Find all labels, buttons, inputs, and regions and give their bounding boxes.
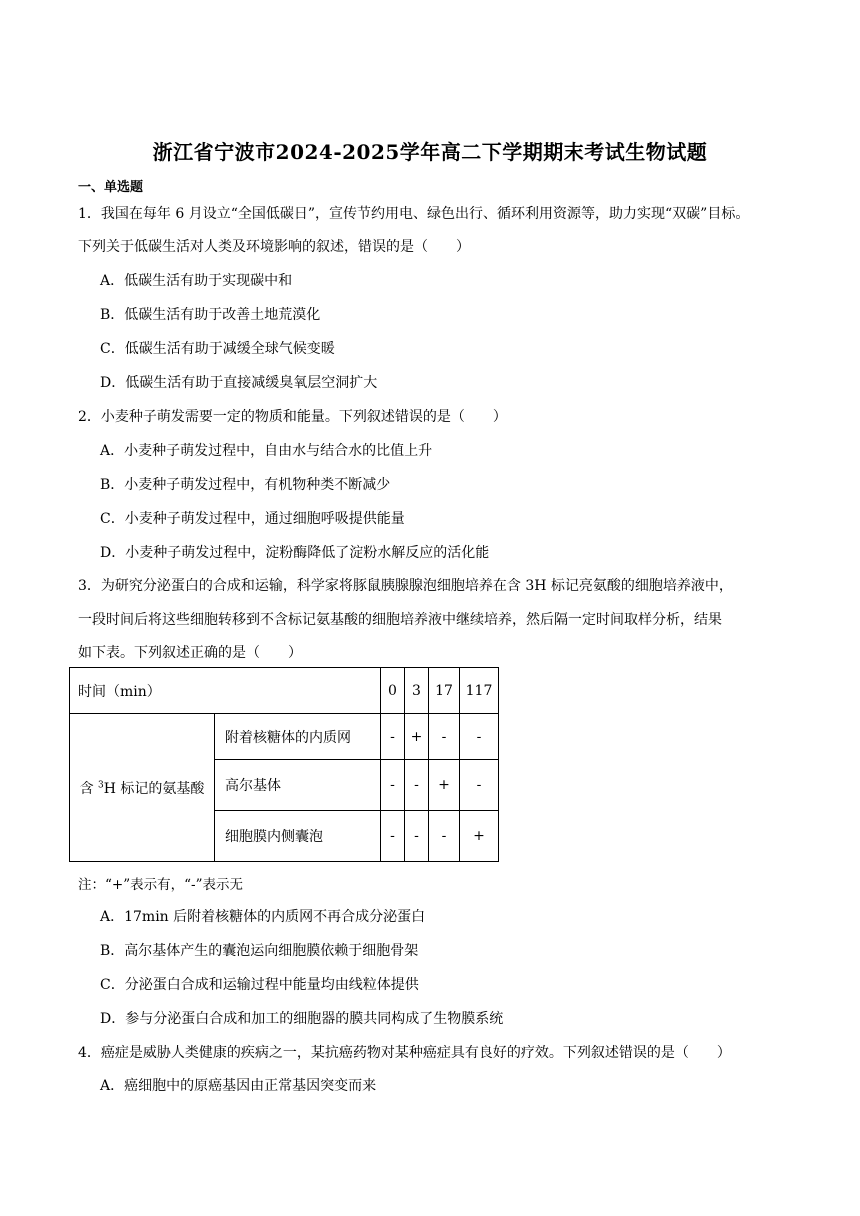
value-cell: - <box>381 811 405 862</box>
page-title: 浙江省宁波市2024-2025学年高二下学期期末考试生物试题 <box>152 140 708 164</box>
time-header-cell: 时间（min） <box>70 668 381 714</box>
q3-option-c: C．分泌蛋白合成和运输过程中能量均由线粒体提供 <box>100 977 419 993</box>
q3-table-note: 注：“+”表示有，“-”表示无 <box>78 877 243 893</box>
organelle-cell: 细胞膜内侧囊泡 <box>215 811 381 862</box>
q1-option-c: C．低碳生活有助于减缓全球气候变暖 <box>100 341 335 357</box>
q3-stem-line3: 如下表。下列叙述正确的是（ ） <box>78 645 302 661</box>
q3-option-b: B．高尔基体产生的囊泡运向细胞膜依赖于细胞骨架 <box>100 943 419 959</box>
q2-stem-line1: 2．小麦种子萌发需要一定的物质和能量。下列叙述错误的是（ ） <box>78 409 507 425</box>
q1-stem-line1: 1．我国在每年 6 月设立“全国低碳日”，宣传节约用电、绿色出行、循环利用资源等，助力实现“双碳”目标。 <box>78 206 750 222</box>
q1-option-d: D．低碳生活有助于直接减缓臭氧层空洞扩大 <box>100 375 378 391</box>
value-cell: - <box>381 714 405 760</box>
table-row <box>70 714 499 760</box>
value-cell: + <box>429 760 460 811</box>
value-cell: - <box>429 714 460 760</box>
q3-stem-line1: 3．为研究分泌蛋白的合成和运输，科学家将豚鼠胰腺腺泡细胞培养在含 3H 标记亮氨酸的细胞培养液中， <box>78 578 733 594</box>
value-cell: - <box>405 760 429 811</box>
section-heading: 一、单选题 <box>78 180 144 195</box>
time-cell: 117 <box>460 668 499 714</box>
isotope-superscript: 3 <box>98 779 104 790</box>
q4-stem-line1: 4．癌症是威胁人类健康的疾病之一，某抗癌药物对某种癌症具有良好的疗效。下列叙述错误的是（ ） <box>78 1045 731 1061</box>
q3-option-d: D．参与分泌蛋白合成和加工的细胞器的膜共同构成了生物膜系统 <box>100 1011 504 1027</box>
q1-option-b: B．低碳生活有助于改善土地荒漠化 <box>100 307 321 323</box>
row-label-prefix: 含 <box>79 780 99 797</box>
table-header-row <box>70 668 499 714</box>
q3-stem-line2: 一段时间后将这些细胞转移到不含标记氨基酸的细胞培养液中继续培养，然后隔一定时间取样分析，结果 <box>78 612 722 628</box>
q1-option-a: A．低碳生活有助于实现碳中和 <box>100 273 293 289</box>
organelle-cell: 高尔基体 <box>215 760 381 811</box>
q2-option-b: B．小麦种子萌发过程中，有机物种类不断减少 <box>100 477 391 493</box>
value-cell: - <box>405 811 429 862</box>
value-cell: + <box>460 811 499 862</box>
q4-option-a: A．癌细胞中的原癌基因由正常基因突变而来 <box>100 1078 377 1094</box>
value-cell: + <box>405 714 429 760</box>
labeled-amino-acid-cell <box>70 714 215 862</box>
value-cell: - <box>429 811 460 862</box>
row-label-suffix: H 标记的氨基酸 <box>103 780 205 797</box>
time-cell: 17 <box>429 668 460 714</box>
value-cell: - <box>460 760 499 811</box>
q1-stem-line2: 下列关于低碳生活对人类及环境影响的叙述，错误的是（ ） <box>78 239 470 255</box>
q2-option-d: D．小麦种子萌发过程中，淀粉酶降低了淀粉水解反应的活化能 <box>100 545 490 561</box>
q3-data-table <box>69 667 499 862</box>
q2-option-a: A．小麦种子萌发过程中，自由水与结合水的比值上升 <box>100 443 433 459</box>
value-cell: - <box>381 760 405 811</box>
value-cell: - <box>460 714 499 760</box>
q3-option-a: A．17min 后附着核糖体的内质网不再合成分泌蛋白 <box>100 909 426 925</box>
time-cell: 0 <box>381 668 405 714</box>
organelle-cell: 附着核糖体的内质网 <box>215 714 381 760</box>
q2-option-c: C．小麦种子萌发过程中，通过细胞呼吸提供能量 <box>100 511 405 527</box>
time-cell: 3 <box>405 668 429 714</box>
